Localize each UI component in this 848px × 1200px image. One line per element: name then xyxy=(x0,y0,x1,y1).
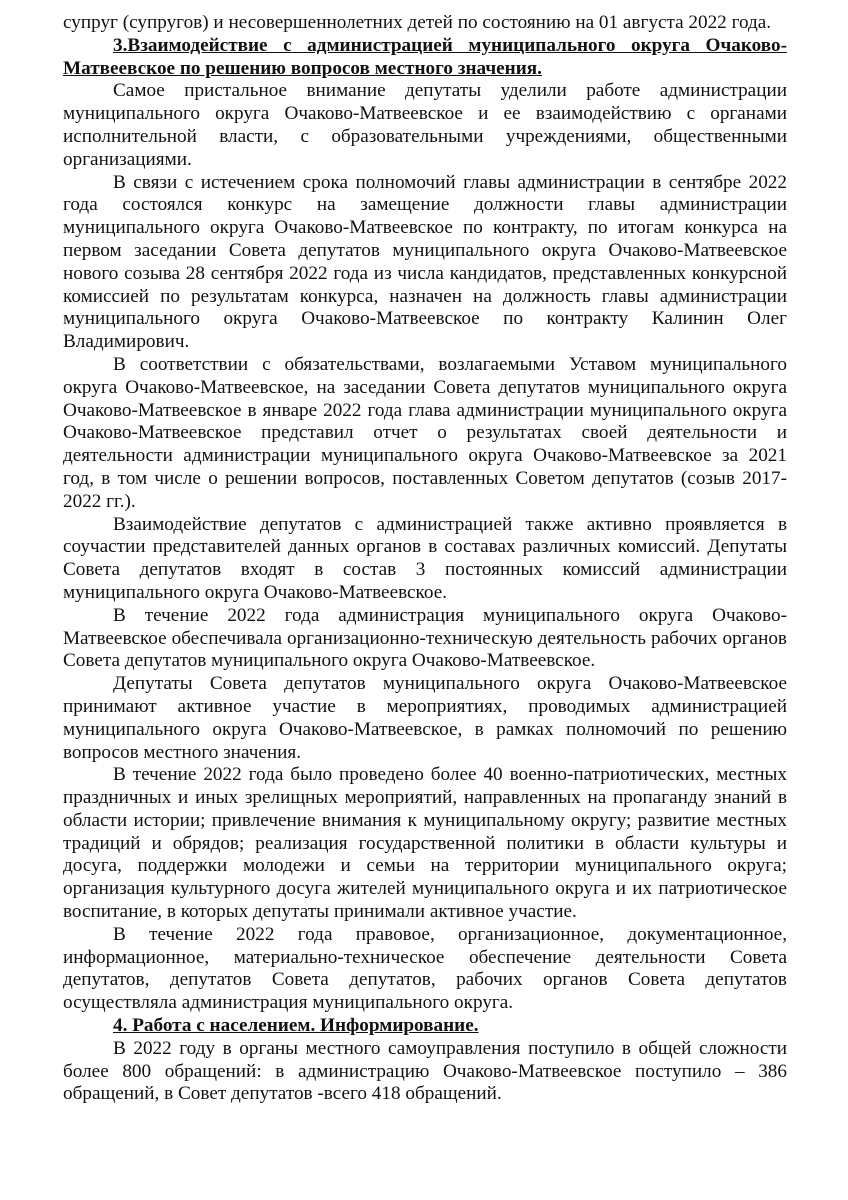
section-3-paragraph-8: В течение 2022 года правовое, организационное, документационное, информационное, материально-техническое обеспечение деятельности Совета депутатов, депутатов Совета депутатов, рабочих органов Совета депутатов осуществляла администрация муниципального округа. xyxy=(63,923,787,1014)
section-3-paragraph-2: В связи с истечением срока полномочий главы администрации в сентябре 2022 года состоялся конкурс на замещение должности главы администрации муниципального округа Очаково-Матвеевское по контракту, по итогам конкурса на первом заседании Совета депутатов муниципального округа Очаково-Матвеевское нового созыва 28 сентября 2022 года из числа кандидатов, представленных конкурсной комиссией по результатам конкурса, назначен на должность главы администрации муниципального округа Очаково-Матвеевское по контракту Калинин Олег Владимирович. xyxy=(63,171,787,353)
section-3-paragraph-1: Самое пристальное внимание депутаты уделили работе администрации муниципального округа Очаково-Матвеевское и ее взаимодействию с органами исполнительной власти, с образовательными учреждениями, общественными организациями. xyxy=(63,80,787,170)
section-3-heading: 3.Взаимодействие с администрацией муниципального округа Очаково-Матвеевское по решению вопросов местного значения. xyxy=(63,34,787,79)
section-3-paragraph-7: В течение 2022 года было проведено более 40 военно-патриотических, местных праздничных и иных зрелищных мероприятий, направленных на пропаганду знаний в области истории; привлечение внимания к муниципальному округу; развитие местных традиций и обрядов; реализация государственной политики в области культуры и досуга, поддержки молодежи и семьи на территории муниципального округа; организация культурного досуга жителей муниципального округа и их патриотическое воспитание, в которых депутаты принимали активное участие. xyxy=(63,764,787,923)
section-4-heading: 4. Работа с населением. Информирование. xyxy=(113,1015,479,1037)
intro-fragment: супруг (супругов) и несовершеннолетних детей по состоянию на 01 августа 2022 года. xyxy=(63,12,772,33)
document-page xyxy=(63,12,787,1106)
section-3-paragraph-5: В течение 2022 года администрация муниципального округа Очаково-Матвеевское обеспечивала организационно-техническую деятельность рабочих органов Совета депутатов муниципального округа Очаково-Матвеевское. xyxy=(63,604,787,672)
section-3-paragraph-4: Взаимодействие депутатов с администрацией также активно проявляется в соучастии представителей данных органов в составах различных комиссий. Депутаты Совета депутатов входят в состав 3 постоянных комиссий администрации муниципального округа Очаково-Матвеевское. xyxy=(63,513,787,603)
section-3-paragraph-6: Депутаты Совета депутатов муниципального округа Очаково-Матвеевское принимают активное участие в мероприятиях, проводимых администрацией муниципального округа Очаково-Матвеевское, в рамках полномочий по решению вопросов местного значения. xyxy=(63,673,787,763)
section-3-paragraph-3: В соответствии с обязательствами, возлагаемыми Уставом муниципального округа Очаково-Матвеевское, на заседании Совета депутатов муниципального округа Очаково-Матвеевское в январе 2022 года глава администрации муниципального округа Очаково-Матвеевское представил отчет о результатах своей деятельности и деятельности администрации муниципального округа Очаково-Матвеевское за 2021 год, в том числе о решении вопросов, поставленных Советом депутатов (созыв 2017-2022 гг.). xyxy=(63,353,787,512)
section-4-paragraph-1: В 2022 году в органы местного самоуправления поступило в общей сложности более 800 обращений: в администрацию Очаково-Матвеевское поступило – 386 обращений, в Совет депутатов -всего 418 обращений. xyxy=(63,1037,787,1105)
